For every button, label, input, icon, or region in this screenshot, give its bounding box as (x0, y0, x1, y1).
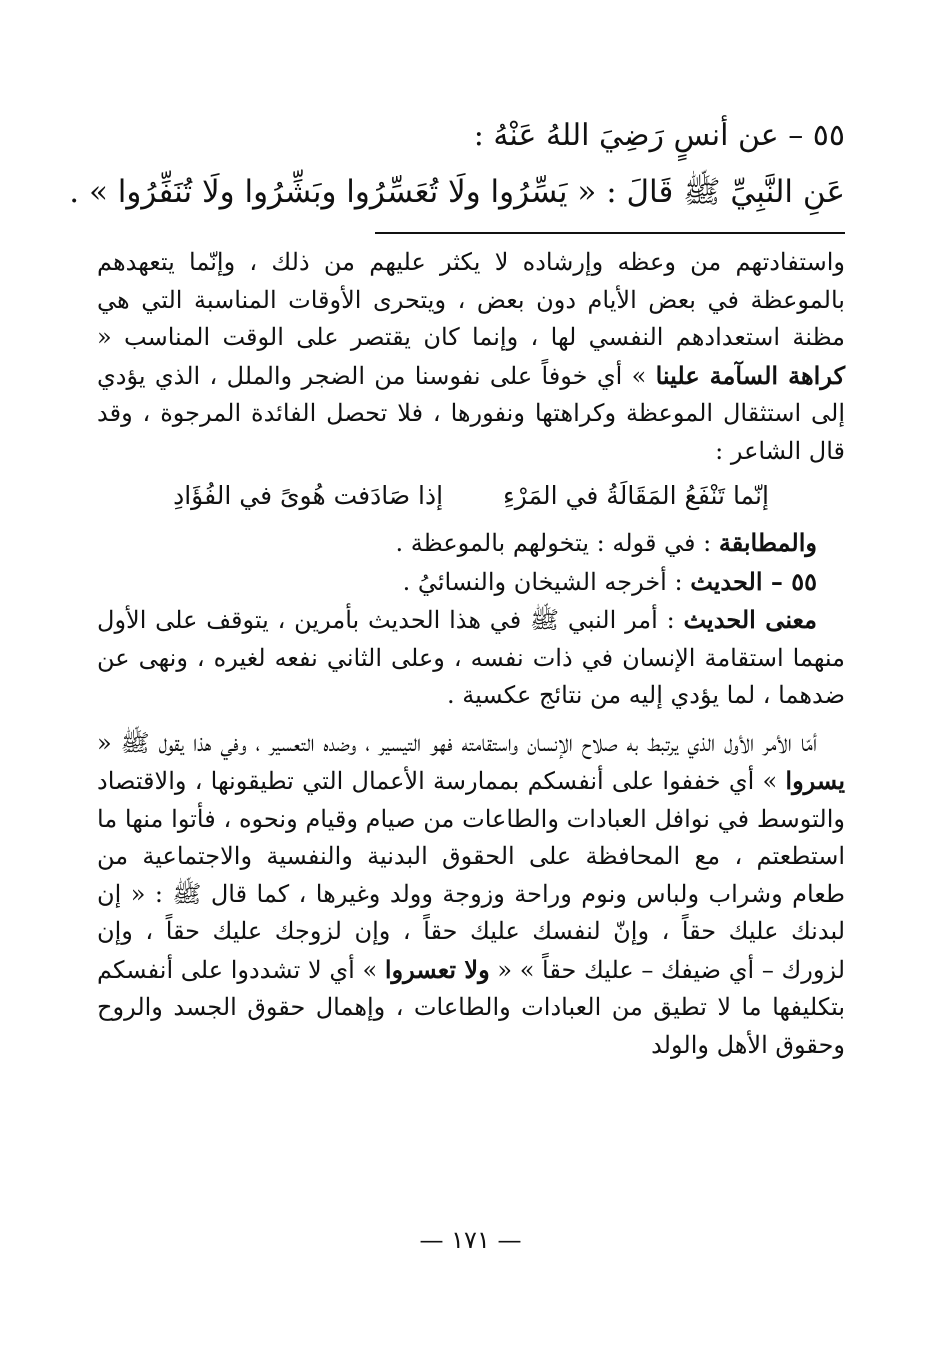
hadith-block (69, 108, 845, 220)
commentary-section (97, 244, 845, 1064)
paragraph-gap (97, 715, 845, 725)
paragraph-text: » أي خففوا على أنفسكم بممارسة الأعمال التي تطيقونها ، والاقتصاد والتوسط في نوافل العبادات والطاعات من صيام وقيام ونحوه ، فأتوا منها ما استطعتم ، مع المحافظة على الحقوق البدنية والنفسية والاجتماعية من طعام وشراب ولباس ونوم وراحة وزوجة وولد وغيرها ، كما قال ﷺ : « إن لبدنك عليك حقاً ، وإنّ لنفسك عليك حقاً ، وإن لزوجك عليك حقاً ، وإن لزورك – أي ضيفك – عليك حقاً » « (97, 767, 846, 984)
meaning-text: : أمر النبي ﷺ في هذا الحديث بأمرين ، يتوقف على الأول منهما استقامة الإنسان في ذات نفسه ، وعلى الثاني نفعه لغيره ، ونهى عن ضدهما ، لما يؤدي إليه من نتائج عكسية . (97, 606, 845, 709)
meaning-label: معنى الحديث (683, 605, 817, 634)
mutabaqa-line (97, 524, 845, 563)
bold-phrase: ولا تعسروا (384, 954, 490, 984)
hadith-header: ٥٥ – عن أنسٍ رَضِيَ اللهُ عَنْهُ : (473, 118, 845, 153)
hadith-source-line (97, 563, 845, 602)
meaning-paragraph (97, 601, 845, 715)
paragraph-text: أمّا الأمر الأول الذي يرتبط به صلاح الإنسان واستقامته فهو التيسير ، وضده التعسير ، وفي هذا يقول ﷺ « (97, 728, 817, 757)
hadith-source-label: ٥٥ – الحديث (690, 566, 817, 596)
mutabaqa-text: : في قوله : يتخولهم بالموعظة . (395, 529, 719, 557)
mutabaqa-label: والمطابقة (718, 528, 817, 557)
poem-second-hemistich: إذا صَادَفت هُوىً في الفُؤَادِ (173, 481, 444, 510)
paragraph-text: » أي خوفاً على نفوسنا من الضجر والملل ، الذي يؤدي إلى استثقال الموعظة وكراهتها ونفورها ، فلا تحصل الفائدة المرجوة ، وقد قال الشاعر : (97, 361, 845, 465)
commentary-paragraph-2 (97, 725, 845, 1065)
page-number: — ١٧١ — (419, 1226, 522, 1254)
bold-phrase: يسروا (785, 766, 845, 795)
poem-first-hemistich: إنّما تَنْفَعُ المَقَالَةُ في المَرْءِ (503, 481, 769, 510)
paragraph-text: واستفادتهم من وعظه وإرشاده لا يكثر عليهم من ذلك ، وإنّما يتعهدهم بالموعظة في بعض الأيام دون بعض ، ويتحرى الأوقات المناسبة التي هي مظنة استعدادهم النفسي لها ، وإنما كان يقتصر على الوقت المناسب « (97, 248, 845, 351)
bold-phrase: كراهة السآمة علينا (655, 360, 845, 390)
footnote-divider (375, 232, 845, 234)
paragraph-text: » أي لا تشددوا على أنفسكم بتكليفها ما لا تطيق من العبادات والطاعات ، وإهمال حقوق الجسد والروح وحقوق الأهل والولد (97, 955, 845, 1059)
commentary-paragraph-1 (97, 244, 845, 470)
hadith-text: عَنِ النَّبِيِّ ﷺ قَالَ : « يَسِّرُوا ولَا تُعَسِّرُوا وبَشِّرُوا ولَا تُنَفِّرُوا » . (69, 174, 845, 210)
poem-verse (97, 472, 845, 520)
hadith-source-text: : أخرجه الشيخان والنسائيُ . (402, 567, 691, 596)
